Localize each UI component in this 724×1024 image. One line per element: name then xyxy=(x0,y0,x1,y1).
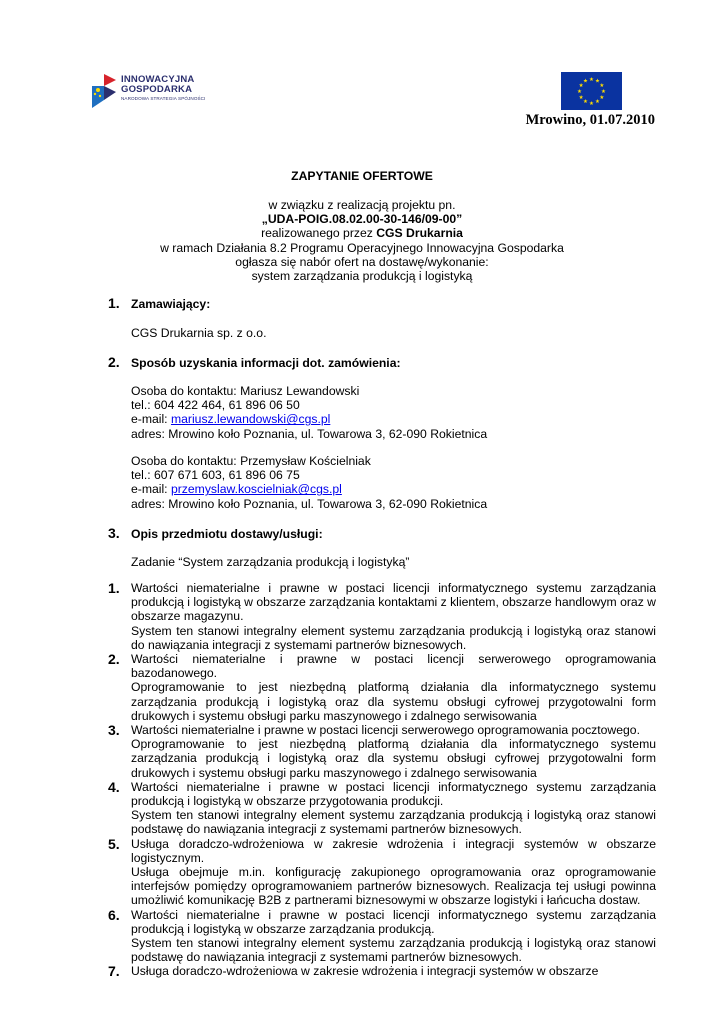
section-1-number: 1. xyxy=(108,295,120,311)
contact-1-address: adres: Mrowino koło Poznania, ul. Towarowa 3, 62-090 Rokietnica xyxy=(131,426,488,441)
item-text: Wartości niematerialne i prawne w postaci licencji serwerowego oprogramowania pocztowego. xyxy=(131,723,640,738)
list-item xyxy=(108,964,656,978)
contact-1 xyxy=(131,384,487,441)
logo-emblem-icon xyxy=(90,72,120,110)
section-2-number: 2. xyxy=(108,354,120,370)
eu-star-icon: ★ xyxy=(601,88,606,95)
item-text: Wartości niematerialne i prawne w postaci licencji informatycznego systemu zarządzania produkcją i logistyką w obszarze zarządzania produkcją. xyxy=(131,907,656,936)
eu-star-icon: ★ xyxy=(578,82,584,89)
contact-2-person: Osoba do kontaktu: Przemysław Kościelniak xyxy=(131,454,371,468)
list-item xyxy=(108,581,656,652)
eu-flag-icon xyxy=(561,72,622,110)
item-text: System ten stanowi integralny element systemu zarządzania produkcją i logistyką oraz stanowi podstawę do nawiązania integracji z systemami partnerów biznesowych. xyxy=(131,936,656,965)
eu-star-icon: ★ xyxy=(589,76,594,83)
item-number: 4. xyxy=(108,778,120,795)
task-name: Zadanie “System zarządzania produkcją i logistyką” xyxy=(131,555,410,569)
intro-line3 xyxy=(0,226,724,240)
eu-star-icon: ★ xyxy=(595,78,600,85)
item-text: Usługa doradczo-wdrożeniowa w zakresie wdrożenia i integracji systemów w obszarze logistycznym. xyxy=(131,836,656,865)
contact-2-email-link[interactable]: przemyslaw.koscielniak@cgs.pl xyxy=(170,482,342,497)
section-3-heading xyxy=(108,526,323,541)
section-3-title: Opis przedmiotu dostawy/usługi: xyxy=(131,527,323,541)
contact-2-email-row xyxy=(131,482,487,496)
item-text: Wartości niematerialne i prawne w postaci licencji informatycznego systemu zarządzania produkcją i logistyką w obszarze zarządzania kontaktami z klientem, obszarze handlowym oraz w obszarze magazynu. xyxy=(131,581,656,624)
eu-star-icon: ★ xyxy=(583,99,588,106)
intro-line5: ogłasza się nabór ofert na dostawę/wykonanie: xyxy=(235,254,489,269)
contact-1-email-label: e-mail: xyxy=(131,412,171,427)
item-text: Wartości niematerialne i prawne w postaci licencji informatycznego systemu zarządzania produkcją i logistyką w obszarze przygotowania produkcji. xyxy=(131,779,656,809)
contact-1-person: Osoba do kontaktu: Mariusz Lewandowski xyxy=(131,384,360,398)
contact-1-email-link[interactable]: mariusz.lewandowski@cgs.pl xyxy=(170,412,331,427)
contact-2 xyxy=(131,454,487,511)
contact-2-address: adres: Mrowino koło Poznania, ul. Towarowa 3, 62-090 Rokietnica xyxy=(131,496,488,511)
eu-star-icon: ★ xyxy=(578,94,584,101)
logo-text xyxy=(121,75,205,102)
company-name: CGS Drukarnia xyxy=(376,226,463,241)
eu-star-icon: ★ xyxy=(589,100,594,107)
eu-star-icon: ★ xyxy=(583,78,588,85)
intro-line1: w związku z realizacją projektu pn. xyxy=(268,198,456,212)
section-1-title: Zamawiający: xyxy=(131,297,211,311)
intro-line4: w ramach Działania 8.2 Programu Operacyjnego Innowacyjna Gospodarka xyxy=(160,240,564,255)
document-date: Mrowino, 01.07.2010 xyxy=(525,112,655,128)
logo-line1: INNOWACYJNA xyxy=(121,74,195,85)
item-text: Oprogramowanie to jest niezbędną platformą działania dla informatycznego systemu zarządzania produkcją i logistyką oraz dla systemu obsługi cyfrowej przygotowalni form drukowych i systemu obsługi parku maszynowego i zdalnego serwisowania xyxy=(131,737,656,780)
section-3-number: 3. xyxy=(108,525,120,541)
eu-star-icon: ★ xyxy=(595,99,600,106)
ordering-party: CGS Drukarnia sp. z o.o. xyxy=(131,326,267,340)
item-text: System ten stanowi integralny element systemu zarządzania produkcją i logistyką oraz stanowi do nawiązania integracji z systemami partnerów biznesowych. xyxy=(131,623,656,652)
section-1-heading xyxy=(108,296,210,311)
intro-line3-pre: realizowanego przez xyxy=(261,226,377,241)
document-title: ZAPYTANIE OFERTOWE xyxy=(291,169,433,183)
logo-line2: GOSPODARKA xyxy=(121,84,193,95)
list-item xyxy=(108,652,656,723)
logo-line3: NARODOWA STRATEGIA SPÓJNOŚCI xyxy=(121,96,206,101)
section-2-heading xyxy=(108,355,401,370)
items-list xyxy=(108,581,656,979)
item-number: 3. xyxy=(108,722,120,739)
eu-star-icon: ★ xyxy=(577,88,582,95)
item-number: 5. xyxy=(108,835,120,852)
eu-star-icon: ★ xyxy=(599,82,605,89)
list-item xyxy=(108,723,656,780)
eu-star-icon: ★ xyxy=(599,94,605,101)
item-number: 7. xyxy=(108,963,120,980)
intro-block xyxy=(0,198,724,283)
list-item xyxy=(108,780,656,837)
item-number: 2. xyxy=(108,651,120,668)
contact-1-email-row xyxy=(131,412,487,426)
item-number: 1. xyxy=(108,580,120,596)
item-text: Usługa doradczo-wdrożeniowa w zakresie wdrożenia i integracji systemów w obszarze xyxy=(131,964,599,979)
contact-1-tel: tel.: 604 422 464, 61 896 06 50 xyxy=(131,398,300,413)
item-text: Usługa obejmuje m.in. konfigurację zakupionego oprogramowania oraz oprogramowanie interfejsów pomiędzy oprogramowaniem partnerów biznesowych. Realizacja tej usługi powinna umożliwić komunikację B2B z partnerami biznesowymi w obszarze logistyki i łańcucha dostaw. xyxy=(131,865,656,908)
item-text: Oprogramowanie to jest niezbędną platformą działania dla informatycznego systemu zarządzania produkcją i logistyką oraz dla systemu obsługi cyfrowej przygotowalni form drukowych i systemu obsługi parku maszynowego i zdalnego serwisowania xyxy=(131,680,656,723)
innowacyjna-gospodarka-logo xyxy=(90,72,220,112)
contact-2-tel: tel.: 607 671 603, 61 896 06 75 xyxy=(131,468,300,483)
item-number: 6. xyxy=(108,906,120,923)
section-2-title: Sposób uzyskania informacji dot. zamówienia: xyxy=(131,356,401,370)
project-number: „UDA-POIG.08.02.00-30-146/09-00” xyxy=(261,212,463,227)
item-text: Wartości niematerialne i prawne w postaci licencji serwerowego oprogramowania bazodanowego. xyxy=(131,652,656,681)
item-text: System ten stanowi integralny element systemu zarządzania produkcją i logistyką oraz stanowi podstawę do nawiązania integracji z systemami partnerów biznesowych. xyxy=(131,808,656,837)
list-item xyxy=(108,908,656,965)
list-item xyxy=(108,837,656,908)
contact-2-email-label: e-mail: xyxy=(131,482,171,497)
intro-line6: system zarządzania produkcją i logistyką xyxy=(251,269,473,284)
